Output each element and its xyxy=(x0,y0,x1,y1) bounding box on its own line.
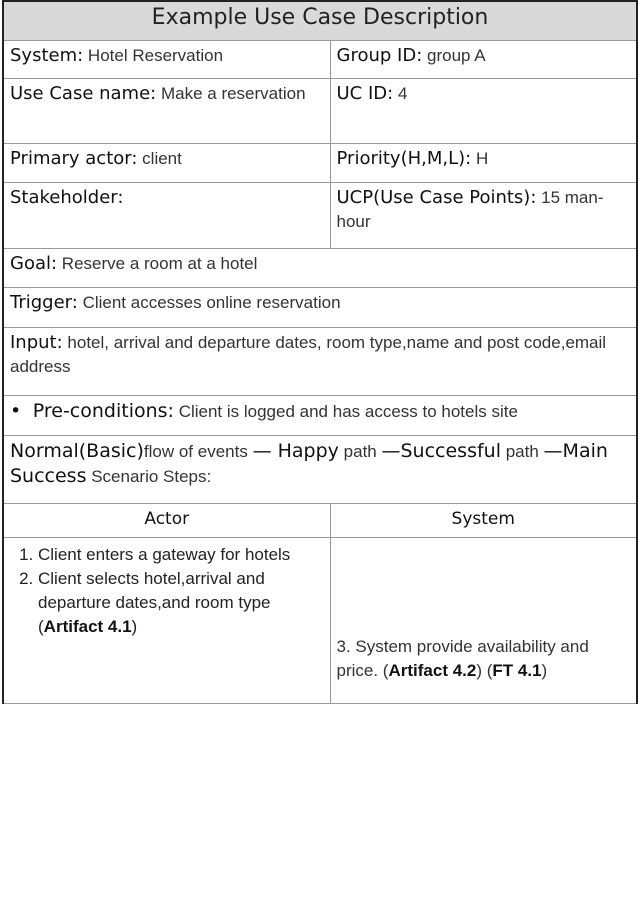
actor-column-header: Actor xyxy=(3,504,330,538)
system-value: Hotel Reservation xyxy=(87,46,224,65)
use-case-name-value: Make a reservation xyxy=(160,84,306,103)
ucp-label: UCP(Use Case Points): xyxy=(336,187,537,208)
use-case-table xyxy=(2,0,638,704)
priority-cell xyxy=(330,144,637,183)
priority-value: H xyxy=(475,149,489,168)
system-step: 3. System provide availability and price. (Artifact 4.2) (FT 4.1) xyxy=(336,637,589,680)
group-id-label: Group ID: xyxy=(336,45,423,66)
uc-id-cell xyxy=(330,79,637,144)
ucp-value: 15 man-hour xyxy=(336,188,604,231)
flow-path-2: path xyxy=(505,442,539,461)
system-column-header: System xyxy=(330,504,637,538)
group-id-value: group A xyxy=(427,46,486,65)
goal-cell xyxy=(3,249,637,288)
actor-steps-list xyxy=(10,543,324,639)
trigger-cell xyxy=(3,288,637,328)
actor-step: 2. Client selects hotel,arrival and departure dates,and room type (Artifact 4.1) xyxy=(38,567,324,639)
group-id-cell xyxy=(330,41,637,79)
ucp-cell xyxy=(330,183,637,249)
input-value: hotel, arrival and departure dates, room type,name and post code,email address xyxy=(10,333,607,376)
artifact-ref: Artifact 4.2 xyxy=(388,661,477,680)
flow-normal-basic: Normal(Basic) xyxy=(10,440,144,462)
preconditions-value: Client is logged and has access to hotels site xyxy=(178,402,518,421)
flow-of-events: of events xyxy=(178,442,248,461)
ft-ref: FT 4.1 xyxy=(492,661,542,680)
flow-flow: flow xyxy=(143,442,175,461)
flow-main-success: —Main Success xyxy=(10,440,608,487)
flow-colon: : xyxy=(206,467,212,486)
priority-label: Priority(H,M,L): xyxy=(336,148,472,169)
use-case-name-label: Use Case name: xyxy=(10,83,157,104)
system-label: System: xyxy=(10,45,84,66)
input-cell xyxy=(3,328,637,396)
primary-actor-label: Primary actor: xyxy=(10,148,138,169)
preconditions-cell xyxy=(3,396,637,436)
stakeholder-cell xyxy=(3,183,330,249)
flow-scenario-steps: Scenario Steps xyxy=(91,467,207,486)
goal-label: Goal: xyxy=(10,253,58,274)
flow-cell xyxy=(3,436,637,504)
actor-step: 1. Client enters a gateway for hotels xyxy=(38,543,324,567)
use-case-name-cell xyxy=(3,79,330,144)
flow-successful: —Successful xyxy=(381,440,501,462)
primary-actor-cell xyxy=(3,144,330,183)
actor-steps-cell xyxy=(3,538,330,704)
trigger-value: Client accesses online reservation xyxy=(82,293,341,312)
goal-value: Reserve a room at a hotel xyxy=(61,254,258,273)
trigger-label: Trigger: xyxy=(10,292,78,313)
uc-id-value: 4 xyxy=(397,84,408,103)
preconditions-bullet: • xyxy=(10,400,22,422)
table-title: Example Use Case Description xyxy=(3,1,637,41)
primary-actor-value: client xyxy=(142,149,182,168)
input-label: Input: xyxy=(10,332,63,353)
uc-id-label: UC ID: xyxy=(336,83,394,104)
artifact-ref: Artifact 4.1 xyxy=(43,617,132,636)
preconditions-label: Pre-conditions: xyxy=(32,400,174,422)
system-cell xyxy=(3,41,330,79)
system-steps-cell xyxy=(330,538,637,704)
flow-path-1: path xyxy=(343,442,377,461)
stakeholder-label: Stakeholder: xyxy=(10,187,124,208)
flow-happy: — Happy xyxy=(252,440,339,462)
